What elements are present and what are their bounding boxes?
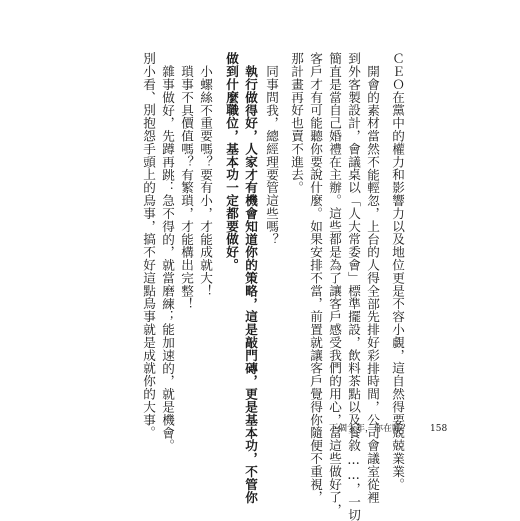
text-column-8: 執行做得好，人家才有機會知道你的策略，這是敲門磚，更是基本功，不管你 — [243, 65, 258, 504]
text-column-1: ＣＥＯ在黨中的權力和影響力以及地位更是不容小覷，這自然得要兢兢業業。 — [390, 52, 405, 491]
text-column-11: 瑣事不具價值嗎？有繁瑣，才能構出完整！ — [179, 65, 194, 311]
page-footer — [329, 421, 447, 434]
text-column-7: 同事問我，總經理要管這些嗎？ — [264, 65, 279, 246]
text-column-5: 客戶才有可能聽你要說什麼。如果安排不當，前置就讓客戶覺得你隨便不重視， — [308, 52, 323, 504]
text-column-12: 雜事做好，先蹲再跳：急不得的，就當磨練；能加速的，就是機會。 — [160, 65, 175, 452]
text-column-6: 那計畫再好也賣不進去。 — [289, 52, 304, 194]
text-column-2: 開會的素材當然不能輕忽，上台的人得全部先排好彩排時間，公司會議室從裡 — [365, 65, 380, 504]
text-column-4: 簡直是當自己婚禮在主辦。這些都是為了讓客戶感受我們的用心，當這些做好了， — [327, 52, 342, 517]
page-number: 158 — [430, 424, 448, 434]
text-column-13: 別小看、別抱怨手頭上的鳥事，搞不好這點鳥事就是成就你的大事。 — [141, 52, 156, 439]
text-column-10: 小螺絲不重要嗎？要有小，才能成就大！ — [198, 65, 213, 298]
text-column-9: 做到什麼職位，基本功一定都要做好。 — [224, 52, 239, 272]
running-title: 下個十年，你在哪？ — [329, 424, 411, 434]
text-column-3: 到外客製設計，會議桌以「人大常委會」標準擺設，飲料茶點以及餐敘……，一切 — [346, 52, 361, 521]
